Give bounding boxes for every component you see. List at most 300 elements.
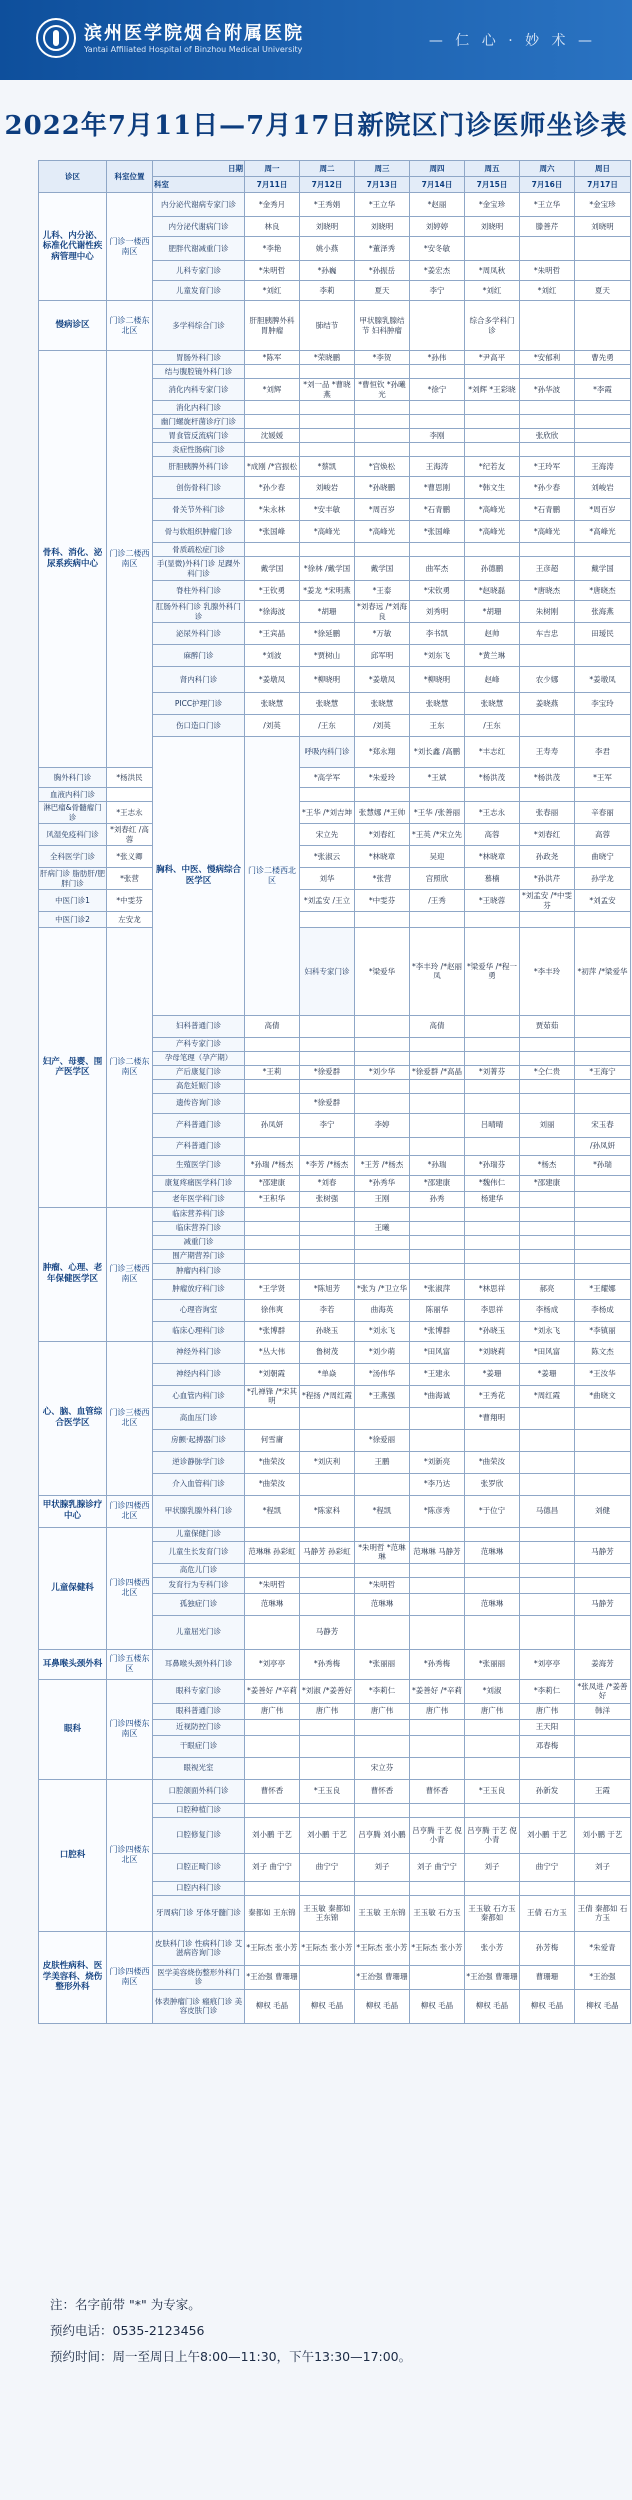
location-cell: 门诊四楼西南区 [107,1931,153,2023]
doctor-cell [465,1881,520,1895]
doctor-cell: *金宝珍 [575,193,631,217]
doctor-cell [520,1207,575,1221]
doctor-cell: *高峰光 [465,521,520,543]
department-cell: 口腔修复门诊 [153,1817,245,1853]
doctor-cell [465,1137,520,1155]
doctor-cell: *刘孟安 /*中雯芬 [520,890,575,912]
doctor-cell [410,1249,465,1263]
doctor-cell: *王泰 [355,581,410,601]
doctor-cell [300,788,355,802]
doctor-cell: /刘英 [355,715,410,737]
location-cell: 门诊四楼东南区 [107,1679,153,1779]
doctor-cell: *张为 /*卫立华 [355,1279,410,1299]
doctor-cell: *王玲军 [520,457,575,477]
doctor-cell: *王立华 [520,193,575,217]
doctor-cell [410,1079,465,1093]
doctor-cell: *高峰光 [520,521,575,543]
doctor-cell [300,1473,355,1495]
hospital-name-en: Yantai Affiliated Hospital of Binzhou Medical University [84,45,303,54]
doctor-cell [465,1093,520,1113]
doctor-cell [245,1407,300,1429]
doctor-cell: 陈丽华 [410,1299,465,1321]
doctor-cell: 张小芳 [465,1931,520,1965]
doctor-cell: 李书凯 [410,623,465,645]
doctor-cell: 刘晓明 [300,217,355,237]
doctor-cell: /王东 [300,715,355,737]
doctor-cell [575,1881,631,1895]
doctor-cell: /刘英 [245,715,300,737]
doctor-cell: 孙新发 [520,1779,575,1803]
doctor-cell: *石青鹏 [410,499,465,521]
doctor-cell: *孙秀梅 [300,1649,355,1679]
doctor-cell: *刘淑 [465,1679,520,1703]
doctor-cell: 孙芳梅 [520,1931,575,1965]
doctor-cell: *王玉良 [300,1779,355,1803]
doctor-cell [465,1429,520,1451]
area-cell: 妇产、母婴、围产医学区 [39,928,107,1207]
doctor-cell: *王芳 /*杨杰 [355,1155,410,1175]
doctor-cell: *金宝珍 [465,193,520,217]
doctor-cell [245,1079,300,1093]
doctor-cell: 朱树刚 [520,601,575,623]
schedule-row [39,1679,631,1703]
location-cell: 门诊五楼东区 [107,1649,153,1679]
area-cell: 儿科、内分泌、标准化代谢性疾病管理中心 [39,193,107,301]
doctor-cell: *徐爱群 /*高晶 [410,1065,465,1079]
department-cell: 心血管内科门诊 [153,1385,245,1407]
doctor-cell [410,543,465,557]
doctor-cell: 李思祥 [465,1299,520,1321]
doctor-cell: *石青鹏 [520,499,575,521]
doctor-cell [575,1037,631,1051]
doctor-cell [300,443,355,457]
doctor-cell: 姜海芳 [575,1649,631,1679]
doctor-cell: *王治强 曹珊珊 [465,1965,520,1989]
date-cell: 7月12日 [300,177,355,193]
doctor-cell: *朱明哲 [355,1577,410,1593]
department-cell: 口腔正畸门诊 [153,1853,245,1881]
doctor-cell [575,1527,631,1541]
doctor-cell: *林晓章 [355,846,410,868]
doctor-cell: *汤伟华 [355,1363,410,1385]
doctor-cell: *李贺 [355,351,410,365]
schedule-row [39,1207,631,1221]
doctor-cell [575,1429,631,1451]
doctor-cell: *朱爱青 [575,1931,631,1965]
doctor-cell: *王治强 曹珊珊 [355,1965,410,1989]
doctor-cell: 贾茹茹 [520,1015,575,1037]
doctor-cell [520,715,575,737]
doctor-cell [355,1473,410,1495]
location-cell: 门诊四楼西北区 [107,1495,153,1527]
doctor-cell [520,1541,575,1563]
doctor-cell: *朱明哲 [520,261,575,281]
department-cell: 孕母笔理（孕产期） [153,1051,245,1065]
doctor-cell [465,1207,520,1221]
doctor-cell: *姜墩凤 [245,667,300,693]
department-cell: 口腔种植门诊 [153,1803,245,1817]
doctor-cell [410,1593,465,1615]
schedule-row [39,912,631,928]
doctor-cell: *姜墩凤 [575,667,631,693]
doctor-cell: 曹怀香 [355,1779,410,1803]
doctor-cell [355,1719,410,1735]
doctor-cell: 杨建华 [465,1191,520,1207]
doctor-cell: 王霞 [575,1779,631,1803]
doctor-cell: *刘辉 [245,379,300,401]
doctor-cell [410,443,465,457]
doctor-cell [355,1037,410,1051]
doctor-cell: 戴学国 [355,557,410,581]
doctor-cell: *张博群 [245,1321,300,1341]
doctor-cell: 柳权 毛晶 [520,1989,575,2023]
doctor-cell [465,1757,520,1779]
department-cell: 胸外科门诊 [39,768,107,788]
doctor-cell: *赵丽 [410,193,465,217]
doctor-cell: *邵建康 [520,1175,575,1191]
doctor-cell: *初萍 /*梁爱华 [575,928,631,1015]
doctor-cell [300,1527,355,1541]
doctor-cell: *陈家科 [300,1495,355,1527]
doctor-cell: 刘华 [300,868,355,890]
doctor-cell: 李杨成 [575,1299,631,1321]
doctor-cell: *中雯芬 [107,890,153,912]
hospital-motto: — 仁 心 · 妙 术 — [428,33,596,49]
doctor-cell: *丛大伟 [245,1341,300,1363]
doctor-cell [465,237,520,261]
doctor-cell: *黄兰琳 [465,645,520,667]
doctor-cell: *刘亭亭 [245,1649,300,1679]
schedule-row [39,928,631,1015]
date-header: 日期 [153,161,245,177]
doctor-cell: *姜龙 *宋明燕 [300,581,355,601]
location-cell: 门诊一楼西南区 [107,193,153,301]
doctor-cell: *周凤秋 [465,261,520,281]
doctor-cell: *徐延鹏 [300,623,355,645]
department-cell: 产科普通门诊 [153,1137,245,1155]
doctor-cell: 曹先勇 [575,351,631,365]
doctor-cell: *王华 /张善丽 [410,802,465,824]
doctor-cell: *刘春红 [520,824,575,846]
doctor-cell [355,788,410,802]
doctor-cell [300,1803,355,1817]
doctor-cell [245,1249,300,1263]
doctor-cell: *姜珊 [520,1363,575,1385]
department-cell: 幽门螺旋杆菌诊疗门诊 [153,415,245,429]
doctor-cell: *周百岁 [575,499,631,521]
doctor-cell [520,1803,575,1817]
doctor-cell: 唐广伟 [465,1703,520,1719]
doctor-cell: 曲宁宁 [300,1853,355,1881]
doctor-cell [355,1079,410,1093]
doctor-cell: *仝仁贵 [520,1065,575,1079]
doctor-cell: *张丽丽 [465,1649,520,1679]
doctor-cell [245,1563,300,1577]
doctor-cell [355,1527,410,1541]
department-cell: 肛肠外科门诊 乳腺外科门诊 [153,601,245,623]
doctor-cell: *刘辉 *王彩晓 [465,379,520,401]
doctor-cell: *魏伟仁 [465,1175,520,1191]
doctor-cell [410,1093,465,1113]
doctor-cell [575,912,631,928]
doctor-cell: *曲晓文 [575,1385,631,1407]
area-cell: 胸科、中医、慢病综合医学区 [153,737,245,1016]
doctor-cell [107,788,153,802]
date-cell: 7月17日 [575,177,631,193]
area-cell: 口腔科 [39,1779,107,1931]
doctor-cell: *周百岁 [355,499,410,521]
doctor-cell [520,1079,575,1093]
department-cell: 泌尿外科门诊 [153,623,245,645]
doctor-cell: *王汝华 [575,1363,631,1385]
doctor-cell: *纪若友 [465,457,520,477]
doctor-cell: 李若 [300,1299,355,1321]
doctor-cell: *孙瑞 [575,1155,631,1175]
department-cell: 高危儿门诊 [153,1563,245,1577]
doctor-cell: *刘淑 /*姜善好 [300,1679,355,1703]
schedule-row [39,824,631,846]
department-cell: 临床心理科门诊 [153,1321,245,1341]
area-cell: 皮肤性病科、医学美容科、烧伤整形外科 [39,1931,107,2023]
doctor-cell: 李宁 [410,281,465,301]
doctor-cell: *刘长鑫 /高鹏 [410,737,465,768]
doctor-cell [575,1207,631,1221]
doctor-cell [245,1881,300,1895]
doctor-cell: 刘秀明 [410,601,465,623]
doctor-cell: *孙振岳 [355,261,410,281]
department-cell: 胃肠外科门诊 [153,351,245,365]
doctor-cell: 吕亨腾 于艺 倪小青 [410,1817,465,1853]
doctor-cell [520,1563,575,1577]
doctor-cell [520,237,575,261]
doctor-cell [355,1249,410,1263]
schedule-table [38,160,631,2024]
doctor-cell: *丰志红 [465,737,520,768]
doctor-cell: 王刚 [355,1191,410,1207]
doctor-cell: *杨洪民 [107,768,153,788]
doctor-cell: *徐爱丽 [355,1429,410,1451]
doctor-cell: *成刚 /*宫振松 [245,457,300,477]
doctor-cell: *孙少春 [245,477,300,499]
doctor-cell [300,1577,355,1593]
doctor-cell: 左安龙 [107,912,153,928]
doctor-cell: 张海燕 [575,601,631,623]
doctor-cell [575,1563,631,1577]
doctor-cell: 王海涛 [575,457,631,477]
doctor-cell [300,1563,355,1577]
department-cell: 肿瘤放疗科门诊 [153,1279,245,1299]
doctor-cell [465,1235,520,1249]
department-cell: 中医门诊1 [39,890,107,912]
doctor-cell [465,1263,520,1279]
department-cell: 内分泌代谢病门诊 [153,217,245,237]
doctor-cell: 刘子 [355,1853,410,1881]
doctor-cell [465,1735,520,1757]
doctor-cell: 王鹏 [355,1451,410,1473]
department-cell: 眼科专家门诊 [153,1679,245,1703]
department-cell: 风湿免疫科门诊 [39,824,107,846]
department-cell: 胃食管反流病门诊 [153,429,245,443]
doctor-cell [520,1577,575,1593]
doctor-cell: 徐伟爽 [245,1299,300,1321]
doctor-cell: *王秀娟 [300,193,355,217]
doctor-cell: 柳权 毛晶 [410,1989,465,2023]
doctor-cell [410,1803,465,1817]
schedule-row [39,1779,631,1803]
doctor-cell: 曲海英 [355,1299,410,1321]
doctor-cell: *曲荣汝 [245,1473,300,1495]
doctor-cell: *孙秀华 [355,1175,410,1191]
doctor-cell: 柳权 毛晶 [465,1989,520,2023]
doctor-cell: 刘婷婷 [410,217,465,237]
schedule-row [39,1649,631,1679]
department-cell: 骨关节外科门诊 [153,499,245,521]
doctor-cell: *张义卿 [107,846,153,868]
doctor-cell [410,1407,465,1429]
doctor-cell: *王建永 [410,1363,465,1385]
location-cell: 门诊二楼东北区 [107,301,153,351]
department-cell: 消化内科门诊 [153,401,245,415]
doctor-cell [465,1249,520,1263]
doctor-cell [300,365,355,379]
doctor-cell [575,1451,631,1473]
doctor-cell [575,237,631,261]
doctor-cell: 柳权 毛晶 [245,1989,300,2023]
area-cell: 慢病诊区 [39,301,107,351]
doctor-cell: *孙晓玉 [465,1321,520,1341]
doctor-cell: *于位宁 [465,1495,520,1527]
doctor-cell: 王倩 秦都如 石方玉 [575,1895,631,1931]
doctor-cell [465,1803,520,1817]
department-cell: 伤口造口门诊 [153,715,245,737]
doctor-cell: *王积华 [245,1191,300,1207]
location-cell: 门诊四楼东北区 [107,1779,153,1931]
doctor-cell: 刘小鹏 于艺 [245,1817,300,1853]
doctor-cell: 刘子 曲宁宁 [410,1853,465,1881]
department-cell: 生殖医学门诊 [153,1155,245,1175]
schedule-row [39,788,631,802]
department-cell: 淋巴瘤&骨髓瘤门诊 [39,802,107,824]
doctor-cell: *梁爱华 [355,928,410,1015]
doctor-cell [245,1221,300,1235]
doctor-cell [575,1249,631,1263]
doctor-cell: 高倩 [410,1015,465,1037]
doctor-cell: 夏天 [575,281,631,301]
department-cell: 炎症性肠病门诊 [153,443,245,457]
doctor-cell: *李霞 [575,379,631,401]
doctor-cell: 刘小鹏 于艺 [300,1817,355,1853]
schedule-row [39,1931,631,1965]
doctor-cell [465,1037,520,1051]
doctor-cell: 王东 [410,715,465,737]
doctor-cell: *孙秀梅 [410,1649,465,1679]
department-cell: 孤独症门诊 [153,1593,245,1615]
doctor-cell: *邵建康 [245,1175,300,1191]
doctor-cell [355,1137,410,1155]
doctor-cell: 高蓉 [465,824,520,846]
doctor-cell: 张罗欣 [465,1473,520,1495]
department-cell: 产科普通门诊 [153,1113,245,1137]
doctor-cell [575,1235,631,1249]
department-cell: 骨质疏松症门诊 [153,543,245,557]
area-cell: 心、脑、血管综合医学区 [39,1341,107,1495]
doctor-cell [410,912,465,928]
doctor-cell [410,1037,465,1051]
doctor-cell: *安冬敏 [410,237,465,261]
doctor-cell: *刘红 [465,281,520,301]
department-cell: 体表肿瘤门诊 瘢痕门诊 美容皮肤门诊 [153,1989,245,2023]
doctor-cell: 农少娜 [520,667,575,693]
doctor-cell: *王晓蓉 [465,890,520,912]
department-cell: 介入血管科门诊 [153,1473,245,1495]
doctor-cell: *刘孟安 /王立 [300,890,355,912]
schedule-row [39,802,631,824]
doctor-cell [575,788,631,802]
doctor-cell: *柳晓明 [300,667,355,693]
day-header: 周五 [465,161,520,177]
doctor-cell: *高峰光 [355,521,410,543]
doctor-cell: 王倩 石方玉 [520,1895,575,1931]
doctor-cell [520,1593,575,1615]
doctor-cell [245,1757,300,1779]
department-cell: 妇科专家门诊 [300,928,355,1015]
doctor-cell [465,365,520,379]
doctor-cell: *刘红 [245,281,300,301]
doctor-cell [300,1965,355,1989]
doctor-cell: *刘菁芬 [465,1065,520,1079]
doctor-cell: *张博群 [410,1321,465,1341]
doctor-cell: 李杨成 [520,1299,575,1321]
doctor-cell [300,912,355,928]
doctor-cell [410,1527,465,1541]
doctor-cell [245,443,300,457]
doctor-cell [520,1191,575,1207]
doctor-cell: 刘晓明 [355,217,410,237]
doctor-cell: *刘少萌 [355,1341,410,1363]
doctor-cell: *张营 [355,868,410,890]
doctor-cell [300,429,355,443]
doctor-cell [575,261,631,281]
doctor-cell [465,1015,520,1037]
doctor-cell: *周红霞 [520,1385,575,1407]
doctor-cell: 孙凤妍 [245,1113,300,1137]
schedule-title: 2022年7月11日—7月17日新院区门诊医师坐诊表 [4,111,628,141]
doctor-cell: 鲁树茂 [300,1341,355,1363]
department-cell: 儿童生长发育门诊 [153,1541,245,1563]
doctor-cell: *安郁利 [520,351,575,365]
doctor-cell [520,1615,575,1649]
doctor-cell: *柳晓明 [410,667,465,693]
doctor-cell: *张淑云 [300,846,355,868]
doctor-cell [520,1527,575,1541]
doctor-cell: *曹思刚 [410,477,465,499]
doctor-cell [245,543,300,557]
doctor-cell [355,1235,410,1249]
doctor-cell: *孙瑞 [410,1155,465,1175]
hospital-header [0,0,632,80]
doctor-cell [410,1263,465,1279]
doctor-cell: *杨洪茂 [520,768,575,788]
doctor-cell [575,429,631,443]
doctor-cell [575,1051,631,1065]
department-cell: 肿瘤内科门诊 [153,1263,245,1279]
doctor-cell [355,1407,410,1429]
doctor-cell [245,1527,300,1541]
doctor-cell: *张淑萍 [410,1279,465,1299]
doctor-cell: *姜珊 [465,1363,520,1385]
doctor-cell [465,1563,520,1577]
doctor-cell: *杨杰 [520,1155,575,1175]
